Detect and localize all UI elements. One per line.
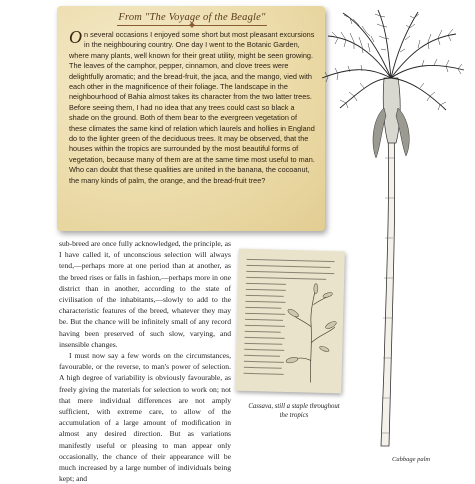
cassava-book-page-image <box>235 249 345 394</box>
paragraph: I must now say a few words on the circumstances, favourable, or the reverse, to man's power of selection. A high degree of variability is obviously favourable, as freely giving the materials for selection to work on; not that mere individual differences are not amply sufficient, with extreme care, to allow of the accumulation of a large amount of modification in almost any desired direction. But as variations manifestly useful or pleasing to man appear only occasionally, the chance of their appearance will be much increased by a large number of individuals being kept; and <box>59 351 231 484</box>
voyage-excerpt-sidebar <box>57 6 325 231</box>
sidebar-title: From "The Voyage of the Beagle" <box>118 12 266 23</box>
sidebar-body <box>69 27 315 186</box>
palm-caption: Cabbage palm <box>392 456 431 463</box>
cassava-plant-icon <box>283 282 340 387</box>
drop-cap: O <box>69 27 82 47</box>
inset-caption: Cassava, still a staple throughout the tropics <box>248 403 340 419</box>
sidebar-text: n several occasions I enjoyed some short but most pleasant excursions in the neighbouring country. One day I went to the Botanic Garden, where many plants, well known for their great utility, might be seen growing. The leaves of the camphor, pepper, cinnamon, and clove trees were delightfully aromatic; and the bread-fruit, the jaca, and the mango, vied with each other in the magnificence of their foliage. The landscape in the neighbourhood of Bahia almost takes its character from the two latter trees. Before seeing them, I had no idea that any trees could cast so black a shade on the ground. Both of them bear to the evergreen vegetation of these climates the same kind of relation which laurels and hollies in England do to the lighter green of the deciduous trees. It may be observed, that the houses within the tropics are surrounded by the most beautiful forms of vegetation, because many of them are at the same time most useful to man. Who can doubt that these qualities are united in the banana, the cocoanut, the many kinds of palm, the orange, and the bread-fruit tree? <box>69 30 315 185</box>
paragraph: sub-breed are once fully acknowledged, the principle, as I have called it, of unconscious selection will always tend,—perhaps more at one period than at another, as the breed rises or falls in fashion,—perhaps more in one district than in another, according to the state of civilisation of the inhabitants,—slowly to add to the characteristic features of the breed, whatever they may be. But the chance will be infinitely small of any record having been preserved of such slow, varying, and insensible changes. <box>59 239 231 349</box>
title-divider <box>117 25 267 26</box>
main-text-column <box>59 238 231 484</box>
